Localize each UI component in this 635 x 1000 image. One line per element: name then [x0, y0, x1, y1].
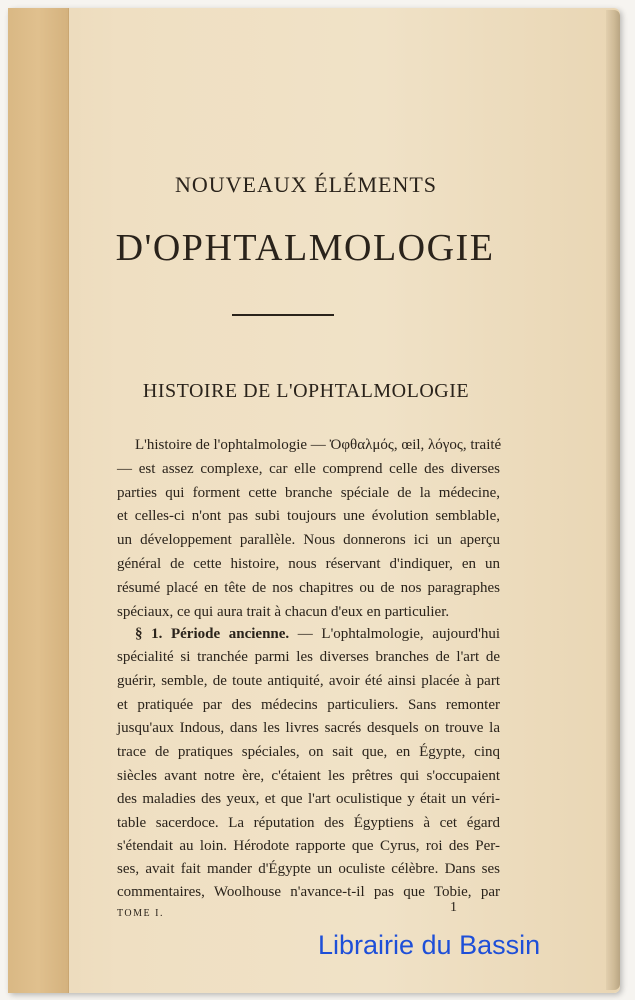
- body-line: un développement parallèle. Nous donnerons ici un aperçu: [117, 532, 500, 548]
- footer-page-number: 1: [450, 900, 457, 915]
- body-line: table sacerdoce. La réputation des Égyptiens à cet égard: [117, 815, 500, 831]
- body-line: L'histoire de l'ophtalmologie — Ὀφθαλμός, œil, λόγος, traité: [135, 437, 502, 453]
- body-line: résumé placé en tête de nos chapitres ou de nos paragraphes: [117, 580, 500, 596]
- body-line: spéciaux, ce qui aura trait à chacun d'eux en particulier.: [117, 604, 450, 620]
- footer-tome: TOME I.: [117, 908, 164, 919]
- body-line: siècles avant notre ère, c'étaient les prêtres qui s'occupaient: [117, 768, 500, 784]
- body-line: des maladies des yeux, et que l'art oculistique y était un véri-: [117, 791, 500, 807]
- body-line: général de cette histoire, nous réservant d'indiquer, en un: [117, 556, 500, 572]
- body-line: jusqu'aux Indous, dans les livres sacrés desquels on trouve la: [117, 720, 500, 736]
- body-line: et pratiquée par des médecins particuliers. Sans remonter: [117, 697, 500, 713]
- body-line: guérir, semble, de toute antiquité, avoir été ainsi placée à part: [117, 673, 500, 689]
- paragraph-heading: § 1. Période ancienne.: [135, 626, 290, 642]
- body-line: trace de pratiques spéciales, on sait que, en Égypte, cinq: [117, 744, 500, 760]
- body-line: — est assez complexe, car elle comprend celle des diverses: [117, 461, 500, 477]
- body-line: et celles-ci n'ont pas subi toujours une évolution semblable,: [117, 508, 500, 524]
- section-title: HISTOIRE DE L'OPHTALMOLOGIE: [142, 380, 470, 402]
- body-line: commentaires, Woolhouse n'avance-t-il pas que Tobie, par: [117, 884, 500, 900]
- body-line: parties qui forment cette branche spéciale de la médecine,: [117, 485, 500, 501]
- binding-strip: [8, 8, 69, 993]
- watermark: Librairie du Bassin: [318, 930, 541, 960]
- main-title: D'OPHTALMOLOGIE: [115, 227, 495, 269]
- page-edge: [606, 10, 620, 990]
- title-rule: [232, 314, 334, 316]
- body-line: ses, avait fait mander d'Égypte un oculiste célèbre. Dans ses: [117, 861, 500, 877]
- body-line: spécialité si tranchée parmi les diverses branches de l'art de: [117, 649, 500, 665]
- paragraph-heading-rest: — L'ophtalmologie, aujourd'hui: [289, 626, 500, 642]
- body-line: s'étendait au loin. Hérodote rapporte que Cyrus, roi des Per-: [117, 838, 500, 854]
- pre-title: NOUVEAUX ÉLÉMENTS: [174, 172, 438, 197]
- paragraph-heading-line: [135, 624, 500, 644]
